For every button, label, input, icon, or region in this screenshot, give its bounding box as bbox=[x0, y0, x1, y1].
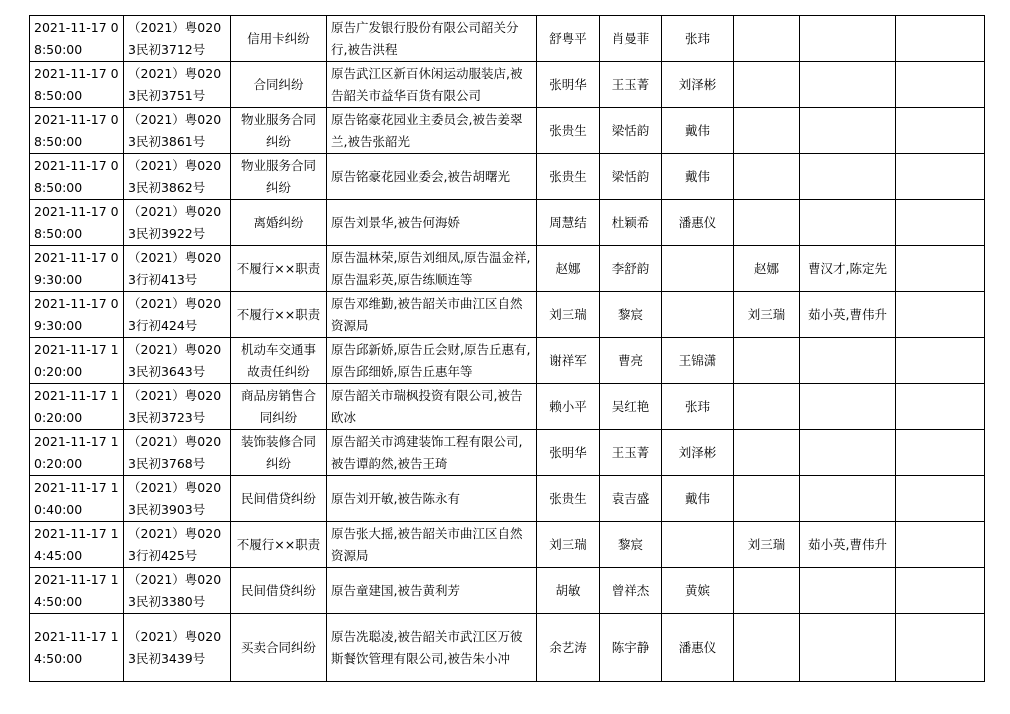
case-type-cell: 物业服务合同纠纷 bbox=[231, 154, 327, 200]
hearing-time-cell: 2021-11-17 08:50:00 bbox=[30, 200, 124, 246]
table-row bbox=[30, 200, 985, 246]
case-type-cell: 机动车交通事故责任纠纷 bbox=[231, 338, 327, 384]
secretary-cell bbox=[662, 522, 734, 568]
secretary-cell bbox=[662, 246, 734, 292]
hearing-time-cell: 2021-11-17 08:50:00 bbox=[30, 108, 124, 154]
clerk-cell: 梁恬韵 bbox=[600, 108, 662, 154]
panel-members-cell: 曹汉才,陈定先 bbox=[800, 246, 896, 292]
presiding-judge-cell bbox=[734, 430, 800, 476]
parties-cell: 原告张大摇,被告韶关市曲江区自然资源局 bbox=[327, 522, 537, 568]
panel-members-cell bbox=[800, 108, 896, 154]
panel-members-cell bbox=[800, 200, 896, 246]
remarks-cell bbox=[896, 476, 985, 522]
judge-cell: 张明华 bbox=[537, 62, 600, 108]
presiding-judge-cell bbox=[734, 568, 800, 614]
panel-members-cell bbox=[800, 430, 896, 476]
judge-cell: 舒粤平 bbox=[537, 16, 600, 62]
case-type-cell: 物业服务合同纠纷 bbox=[231, 108, 327, 154]
parties-cell: 原告武江区新百休闲运动服装店,被告韶关市益华百货有限公司 bbox=[327, 62, 537, 108]
remarks-cell bbox=[896, 568, 985, 614]
clerk-cell: 袁吉盛 bbox=[600, 476, 662, 522]
case-number-cell: （2021）粤0203民初3380号 bbox=[124, 568, 231, 614]
remarks-cell bbox=[896, 430, 985, 476]
presiding-judge-cell bbox=[734, 154, 800, 200]
presiding-judge-cell bbox=[734, 476, 800, 522]
judge-cell: 刘三瑞 bbox=[537, 292, 600, 338]
remarks-cell bbox=[896, 338, 985, 384]
case-number-cell: （2021）粤0203民初3712号 bbox=[124, 16, 231, 62]
table-row bbox=[30, 154, 985, 200]
parties-cell: 原告邓维勤,被告韶关市曲江区自然资源局 bbox=[327, 292, 537, 338]
hearing-time-cell: 2021-11-17 10:20:00 bbox=[30, 384, 124, 430]
secretary-cell: 潘惠仪 bbox=[662, 614, 734, 682]
remarks-cell bbox=[896, 522, 985, 568]
case-type-cell: 离婚纠纷 bbox=[231, 200, 327, 246]
secretary-cell: 张玮 bbox=[662, 16, 734, 62]
hearing-time-cell: 2021-11-17 09:30:00 bbox=[30, 292, 124, 338]
secretary-cell: 潘惠仪 bbox=[662, 200, 734, 246]
case-type-cell: 民间借贷纠纷 bbox=[231, 476, 327, 522]
secretary-cell: 刘泽彬 bbox=[662, 62, 734, 108]
schedule-body bbox=[30, 16, 985, 682]
remarks-cell bbox=[896, 292, 985, 338]
table-row bbox=[30, 338, 985, 384]
case-type-cell: 商品房销售合同纠纷 bbox=[231, 384, 327, 430]
clerk-cell: 王玉菁 bbox=[600, 430, 662, 476]
case-number-cell: （2021）粤0203民初3861号 bbox=[124, 108, 231, 154]
case-number-cell: （2021）粤0203民初3751号 bbox=[124, 62, 231, 108]
clerk-cell: 肖曼菲 bbox=[600, 16, 662, 62]
panel-members-cell bbox=[800, 154, 896, 200]
table-row bbox=[30, 62, 985, 108]
case-number-cell: （2021）粤0203民初3862号 bbox=[124, 154, 231, 200]
table-row bbox=[30, 430, 985, 476]
presiding-judge-cell bbox=[734, 384, 800, 430]
case-type-cell: 不履行××职责 bbox=[231, 246, 327, 292]
panel-members-cell bbox=[800, 62, 896, 108]
case-number-cell: （2021）粤0203行初424号 bbox=[124, 292, 231, 338]
judge-cell: 胡敏 bbox=[537, 568, 600, 614]
parties-cell: 原告刘景华,被告何海娇 bbox=[327, 200, 537, 246]
remarks-cell bbox=[896, 614, 985, 682]
panel-members-cell bbox=[800, 614, 896, 682]
parties-cell: 原告邱新娇,原告丘会财,原告丘惠有,原告邱细娇,原告丘惠年等 bbox=[327, 338, 537, 384]
panel-members-cell bbox=[800, 384, 896, 430]
presiding-judge-cell: 刘三瑞 bbox=[734, 522, 800, 568]
case-number-cell: （2021）粤0203行初425号 bbox=[124, 522, 231, 568]
case-number-cell: （2021）粤0203民初3723号 bbox=[124, 384, 231, 430]
judge-cell: 赖小平 bbox=[537, 384, 600, 430]
parties-cell: 原告冼聪凌,被告韶关市武江区万彼斯餐饮管理有限公司,被告朱小冲 bbox=[327, 614, 537, 682]
clerk-cell: 吴红艳 bbox=[600, 384, 662, 430]
case-number-cell: （2021）粤0203民初3439号 bbox=[124, 614, 231, 682]
hearing-time-cell: 2021-11-17 08:50:00 bbox=[30, 16, 124, 62]
presiding-judge-cell bbox=[734, 108, 800, 154]
hearing-schedule-table bbox=[29, 15, 985, 682]
presiding-judge-cell: 赵娜 bbox=[734, 246, 800, 292]
clerk-cell: 梁恬韵 bbox=[600, 154, 662, 200]
table-row bbox=[30, 246, 985, 292]
clerk-cell: 黎宸 bbox=[600, 522, 662, 568]
remarks-cell bbox=[896, 384, 985, 430]
parties-cell: 原告韶关市瑞枫投资有限公司,被告欧冰 bbox=[327, 384, 537, 430]
panel-members-cell: 茹小英,曹伟升 bbox=[800, 522, 896, 568]
secretary-cell: 戴伟 bbox=[662, 108, 734, 154]
secretary-cell: 张玮 bbox=[662, 384, 734, 430]
hearing-time-cell: 2021-11-17 14:45:00 bbox=[30, 522, 124, 568]
case-type-cell: 装饰装修合同纠纷 bbox=[231, 430, 327, 476]
case-number-cell: （2021）粤0203民初3768号 bbox=[124, 430, 231, 476]
judge-cell: 张贵生 bbox=[537, 154, 600, 200]
presiding-judge-cell bbox=[734, 200, 800, 246]
presiding-judge-cell: 刘三瑞 bbox=[734, 292, 800, 338]
parties-cell: 原告铭豪花园业主委员会,被告姜翠兰,被告张韶光 bbox=[327, 108, 537, 154]
table-row bbox=[30, 292, 985, 338]
panel-members-cell bbox=[800, 16, 896, 62]
table-row bbox=[30, 16, 985, 62]
judge-cell: 刘三瑞 bbox=[537, 522, 600, 568]
clerk-cell: 王玉菁 bbox=[600, 62, 662, 108]
remarks-cell bbox=[896, 108, 985, 154]
table-row bbox=[30, 568, 985, 614]
remarks-cell bbox=[896, 16, 985, 62]
table-row bbox=[30, 384, 985, 430]
panel-members-cell: 茹小英,曹伟升 bbox=[800, 292, 896, 338]
hearing-time-cell: 2021-11-17 08:50:00 bbox=[30, 62, 124, 108]
clerk-cell: 黎宸 bbox=[600, 292, 662, 338]
judge-cell: 赵娜 bbox=[537, 246, 600, 292]
parties-cell: 原告韶关市鸿建装饰工程有限公司,被告谭韵然,被告王琦 bbox=[327, 430, 537, 476]
case-type-cell: 买卖合同纠纷 bbox=[231, 614, 327, 682]
hearing-time-cell: 2021-11-17 10:20:00 bbox=[30, 338, 124, 384]
judge-cell: 张贵生 bbox=[537, 108, 600, 154]
hearing-time-cell: 2021-11-17 08:50:00 bbox=[30, 154, 124, 200]
secretary-cell: 戴伟 bbox=[662, 476, 734, 522]
table-row bbox=[30, 614, 985, 682]
judge-cell: 周慧结 bbox=[537, 200, 600, 246]
clerk-cell: 杜颖希 bbox=[600, 200, 662, 246]
judge-cell: 张贵生 bbox=[537, 476, 600, 522]
table-row bbox=[30, 522, 985, 568]
secretary-cell: 戴伟 bbox=[662, 154, 734, 200]
panel-members-cell bbox=[800, 568, 896, 614]
case-number-cell: （2021）粤0203民初3903号 bbox=[124, 476, 231, 522]
panel-members-cell bbox=[800, 338, 896, 384]
clerk-cell: 曹亮 bbox=[600, 338, 662, 384]
case-number-cell: （2021）粤0203行初413号 bbox=[124, 246, 231, 292]
clerk-cell: 李舒韵 bbox=[600, 246, 662, 292]
table-row bbox=[30, 108, 985, 154]
presiding-judge-cell bbox=[734, 338, 800, 384]
case-type-cell: 民间借贷纠纷 bbox=[231, 568, 327, 614]
clerk-cell: 曾祥杰 bbox=[600, 568, 662, 614]
hearing-time-cell: 2021-11-17 10:40:00 bbox=[30, 476, 124, 522]
presiding-judge-cell bbox=[734, 614, 800, 682]
secretary-cell: 刘泽彬 bbox=[662, 430, 734, 476]
hearing-time-cell: 2021-11-17 14:50:00 bbox=[30, 568, 124, 614]
clerk-cell: 陈宇静 bbox=[600, 614, 662, 682]
secretary-cell bbox=[662, 292, 734, 338]
remarks-cell bbox=[896, 246, 985, 292]
panel-members-cell bbox=[800, 476, 896, 522]
hearing-time-cell: 2021-11-17 10:20:00 bbox=[30, 430, 124, 476]
case-type-cell: 不履行××职责 bbox=[231, 292, 327, 338]
parties-cell: 原告童建国,被告黄利芳 bbox=[327, 568, 537, 614]
remarks-cell bbox=[896, 200, 985, 246]
parties-cell: 原告广发银行股份有限公司韶关分行,被告洪程 bbox=[327, 16, 537, 62]
case-type-cell: 信用卡纠纷 bbox=[231, 16, 327, 62]
table-row bbox=[30, 476, 985, 522]
hearing-time-cell: 2021-11-17 09:30:00 bbox=[30, 246, 124, 292]
presiding-judge-cell bbox=[734, 16, 800, 62]
parties-cell: 原告刘开敏,被告陈永有 bbox=[327, 476, 537, 522]
case-type-cell: 不履行××职责 bbox=[231, 522, 327, 568]
remarks-cell bbox=[896, 62, 985, 108]
secretary-cell: 王锦潇 bbox=[662, 338, 734, 384]
judge-cell: 余艺涛 bbox=[537, 614, 600, 682]
judge-cell: 谢祥军 bbox=[537, 338, 600, 384]
remarks-cell bbox=[896, 154, 985, 200]
judge-cell: 张明华 bbox=[537, 430, 600, 476]
case-type-cell: 合同纠纷 bbox=[231, 62, 327, 108]
case-number-cell: （2021）粤0203民初3643号 bbox=[124, 338, 231, 384]
parties-cell: 原告铭豪花园业委会,被告胡曙光 bbox=[327, 154, 537, 200]
hearing-time-cell: 2021-11-17 14:50:00 bbox=[30, 614, 124, 682]
parties-cell: 原告温林荣,原告刘细凤,原告温金祥,原告温彩英,原告练顺连等 bbox=[327, 246, 537, 292]
presiding-judge-cell bbox=[734, 62, 800, 108]
secretary-cell: 黄嫔 bbox=[662, 568, 734, 614]
case-number-cell: （2021）粤0203民初3922号 bbox=[124, 200, 231, 246]
